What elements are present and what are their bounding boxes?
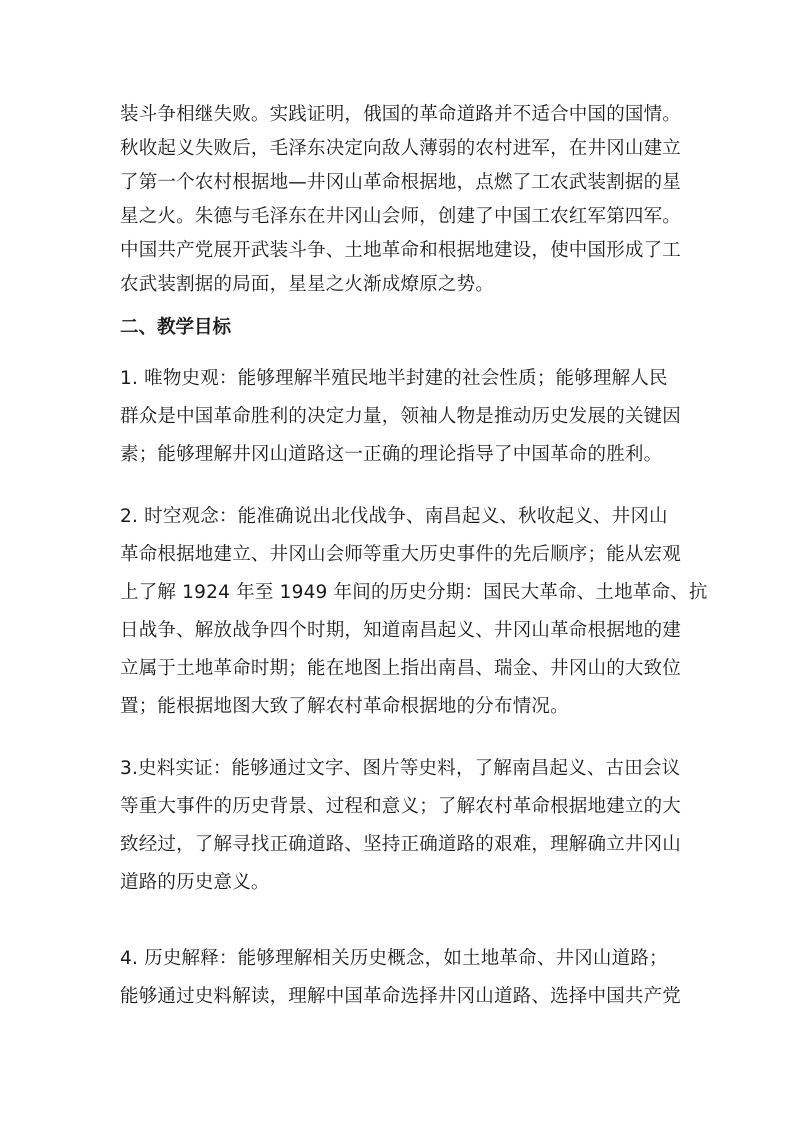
objective-line: 日战争、解放战争四个时期，知道南昌起义、井冈山革命根据地的建 [120,620,682,641]
objective-line: 致经过，了解寻找正确道路、坚持正确道路的艰难，理解确立井冈山 [120,834,682,855]
objective-line: 立属于土地革命时期；能在地图上指出南昌、瑞金、井冈山的大致位 [120,658,682,679]
objective-item-4 [120,940,700,1016]
section-heading: 二、教学目标 [120,317,232,338]
objective-line: 2. 时空观念：能准确说出北伐战争、南昌起义、秋收起义、井冈山 [120,506,668,527]
objective-line: 等重大事件的历史背景、过程和意义；了解农村革命根据地建立的大 [120,796,682,817]
objective-line: 革命根据地建立、井冈山会师等重大历史事件的先后顺序；能从宏观 [120,544,682,565]
objective-line: 3.史料实证：能够通过文字、图片等史料，了解南昌起义、古田会议 [120,758,681,779]
paragraph-line: 中国共产党展开武装斗争、土地革命和根据地建设，使中国形成了工 [120,240,682,261]
paragraph-line: 秋收起义失败后，毛泽东决定向敌人薄弱的农村进军，在井冈山建立 [120,138,682,159]
objective-line: 能够通过史料解读，理解中国革命选择井冈山道路、选择中国共产党 [120,986,682,1007]
objective-item-2 [120,498,708,726]
objective-line: 上了解 1924 年至 1949 年间的历史分期：国民大革命、土地革命、抗 [120,582,708,603]
objective-line: 群众是中国革命胜利的决定力量，领袖人物是推动历史发展的关键因 [120,406,682,427]
objective-line: 1. 唯物史观：能够理解半殖民地半封建的社会性质；能够理解人民 [120,368,668,389]
objective-line: 素；能够理解井冈山道路这一正确的理论指导了中国革命的胜利。 [120,444,663,465]
objective-line: 置；能根据地图大致了解农村革命根据地的分布情况。 [120,696,569,717]
objective-line: 道路的历史意义。 [120,872,270,893]
intro-paragraph [120,98,700,302]
objective-item-1 [120,360,700,474]
objective-line: 4. 历史解释：能够理解相关历史概念，如土地革命、井冈山道路； [120,948,668,969]
paragraph-line: 农武装割据的局面，星星之火渐成燎原之势。 [120,274,495,295]
paragraph-line: 了第一个农村根据地—井冈山革命根据地，点燃了工农武装割据的星 [120,172,682,193]
objective-item-3 [120,750,700,902]
paragraph-line: 装斗争相继失败。实践证明，俄国的革命道路并不适合中国的国情。 [120,104,682,125]
paragraph-line: 星之火。朱德与毛泽东在井冈山会师，创建了中国工农红军第四军。 [120,206,682,227]
